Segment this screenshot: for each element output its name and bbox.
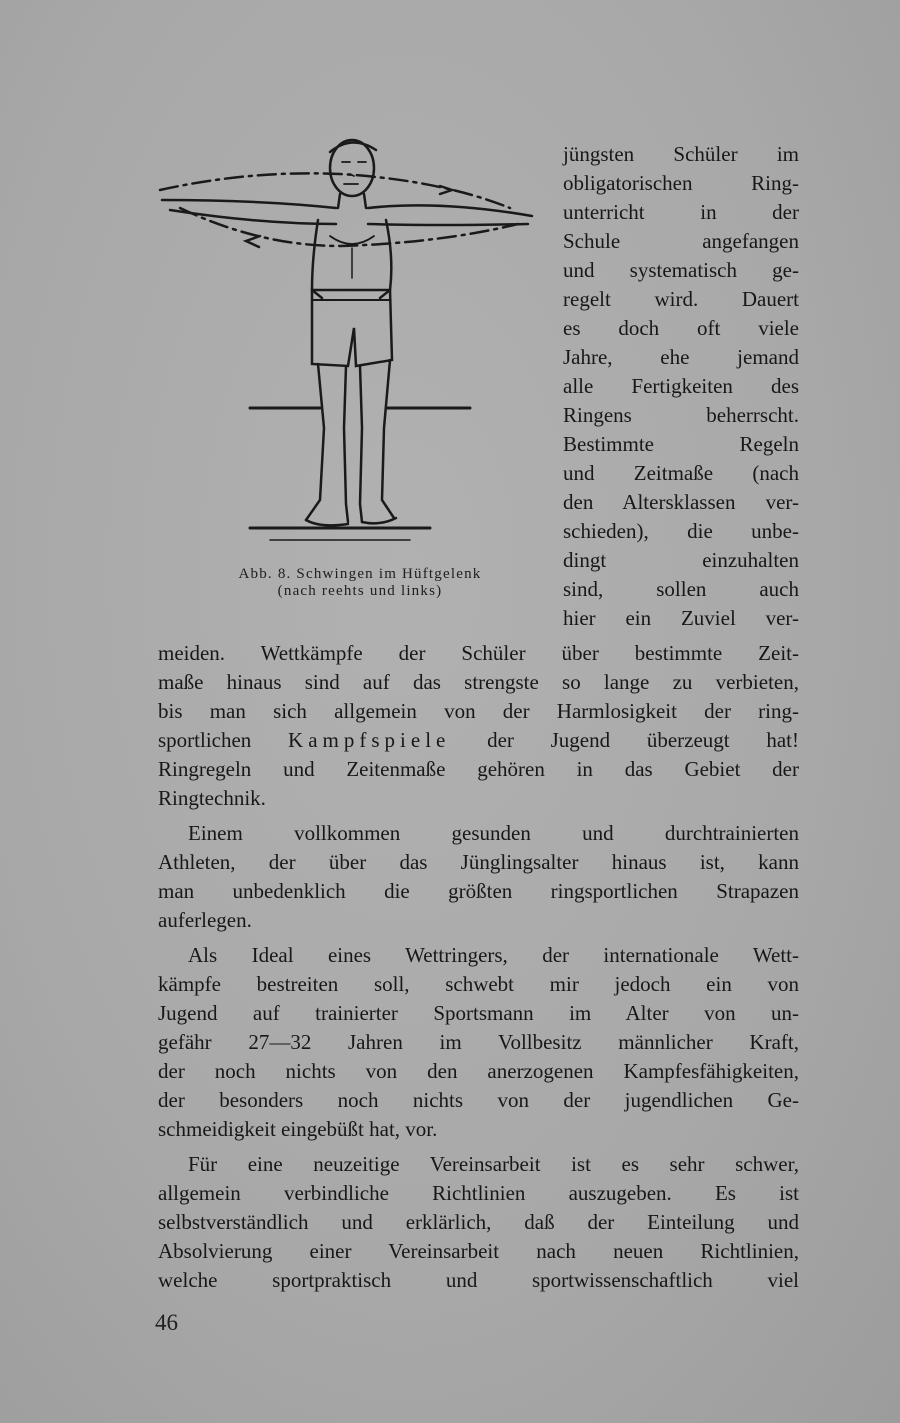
text-line: Ringens beherrscht. [563,403,799,427]
text-line: welche sportpraktisch und sportwissenschaftlich viel [158,1268,799,1292]
text-line: Ringregeln und Zeitenmaße gehören in das Gebiet der [158,757,799,781]
text-fragment: sportlichen [158,728,252,752]
text-line: Jahre, ehe jemand [563,345,799,369]
paragraph-3 [158,941,799,1144]
text-line: Für eine neuzeitige Vereinsarbeit ist es sehr schwer, [188,1152,799,1176]
text-line: allgemein verbindliche Richtlinien auszugeben. Es ist [158,1181,799,1205]
text-line: obligatorischen Ring- [563,171,799,195]
text-line: Als Ideal eines Wettringers, der internationale Wett- [188,943,799,967]
text-line: hier ein Zuviel ver- [563,606,799,630]
text-line: Ringtechnik. [158,786,266,810]
text-line: gefähr 27—32 Jahren im Vollbesitz männlicher Kraft, [158,1030,799,1054]
text-line: Schule angefangen [563,229,799,253]
text-fragment: der Jugend überzeugt hat! [487,728,800,752]
main-body-text [158,639,799,1295]
text-line: es doch oft viele [563,316,799,340]
text-line: auferlegen. [158,908,252,932]
text-line: alle Fertigkeiten des [563,374,799,398]
text-line: den Altersklassen ver- [563,490,799,514]
text-line: und Zeitmaße (nach [563,461,799,485]
text-line: der besonders noch nichts von der jugendlichen Ge- [158,1088,799,1112]
caption-line: (nach reehts und links) [277,583,443,599]
text-line: jüngsten Schüler im [563,142,799,166]
text-line: regelt wird. Dauert [563,287,799,311]
text-line: der noch nichts von den anerzogenen Kampfesfähigkeiten, [158,1059,799,1083]
text-line: meiden. Wettkämpfe der Schüler über bestimmte Zeit- [158,641,799,665]
figure-caption [180,566,540,600]
text-line: man unbedenklich die größten ringsportlichen Strapazen [158,879,799,903]
athlete-drawing [140,128,550,558]
text-line: Bestimmte Regeln [563,432,799,456]
figure-hip-swing-illustration [140,128,550,558]
text-line: schmeidigkeit eingebüßt hat, vor. [158,1117,438,1141]
paragraph-2 [158,819,799,935]
side-column-text [563,140,799,633]
caption-line: Abb. 8. Schwingen im Hüftgelenk [238,566,482,582]
text-line: Absolvierung einer Vereinsarbeit nach neuen Richtlinien, [158,1239,799,1263]
text-line: maße hinaus sind auf das strengste so lange zu verbieten, [158,670,799,694]
text-line: Jugend auf trainierter Sportsmann im Alter von un- [158,1001,799,1025]
spaced-emphasis: Kampfspiele [288,728,451,752]
text-line: Einem vollkommen gesunden und durchtrainierten [188,821,799,845]
page-number: 46 [155,1310,178,1335]
text-line: kämpfe bestreiten soll, schwebt mir jedoch ein von [158,972,799,996]
text-line [158,726,799,755]
text-line: und systematisch ge- [563,258,799,282]
text-line: schieden), die unbe- [563,519,799,543]
paragraph-4 [158,1150,799,1295]
text-line: bis man sich allgemein von der Harmlosigkeit der ring- [158,699,799,723]
text-line: sind, sollen auch [563,577,799,601]
text-line: Athleten, der über das Jünglingsalter hinaus ist, kann [158,850,799,874]
text-line: selbstverständlich und erklärlich, daß der Einteilung und [158,1210,799,1234]
text-line: unterricht in der [563,200,799,224]
paragraph-1 [158,639,799,813]
text-line: dingt einzuhalten [563,548,799,572]
